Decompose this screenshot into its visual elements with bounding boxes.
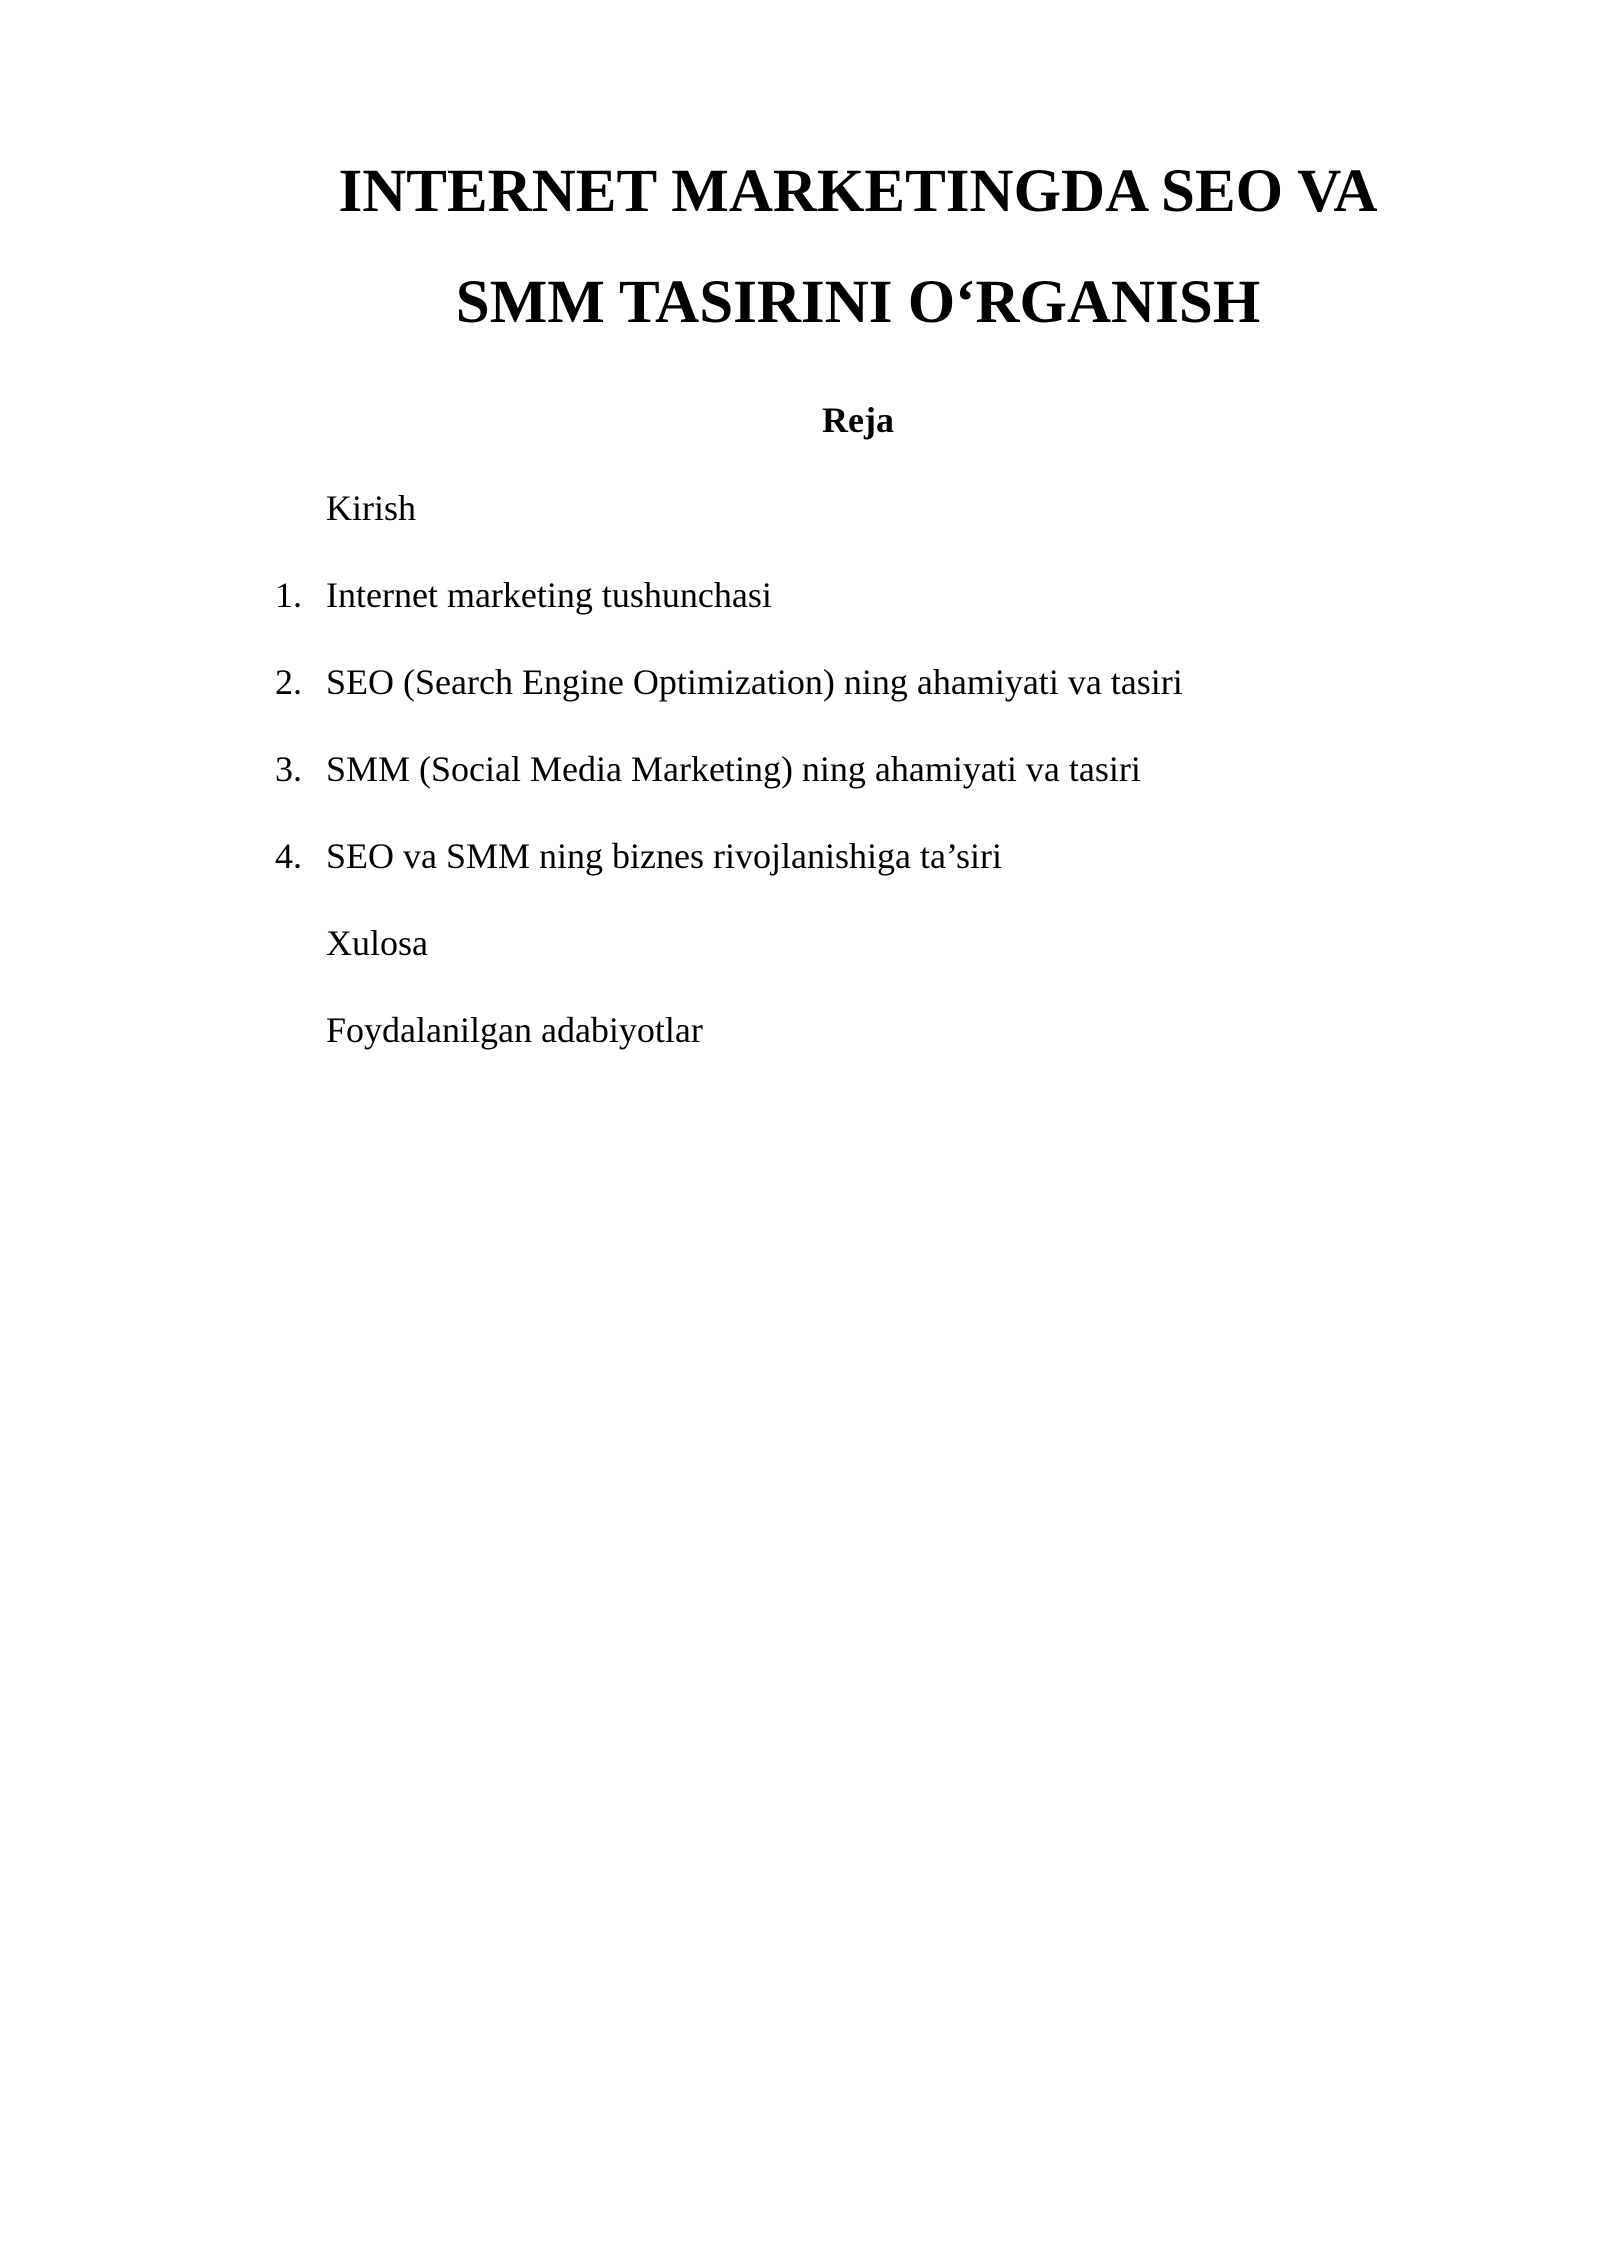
plan-item-number: 3.: [275, 749, 302, 789]
plan-item-number: 1.: [275, 575, 302, 615]
plan-item-text: Internet marketing tushunchasi: [326, 575, 772, 615]
plan-item-text: Foydalanilgan adabiyotlar: [326, 1010, 703, 1050]
plan-item-text: Kirish: [326, 488, 416, 528]
plan-item-text: Xulosa: [326, 923, 428, 963]
plan-item-number: 4.: [275, 836, 302, 876]
plan-heading: Reja: [822, 400, 894, 440]
plan-item-number: 2.: [275, 662, 302, 702]
document-title-line-2: SMM TASIRINI O‘RGANISH: [455, 269, 1261, 336]
plan-item-text: SEO va SMM ning biznes rivojlanishiga ta’siri: [326, 836, 1002, 876]
plan-item-text: SEO (Search Engine Optimization) ning ahamiyati va tasiri: [326, 662, 1183, 702]
plan-item-text: SMM (Social Media Marketing) ning ahamiyati va tasiri: [326, 749, 1141, 789]
document-title-line-1: INTERNET MARKETINGDA SEO VA: [338, 158, 1378, 225]
